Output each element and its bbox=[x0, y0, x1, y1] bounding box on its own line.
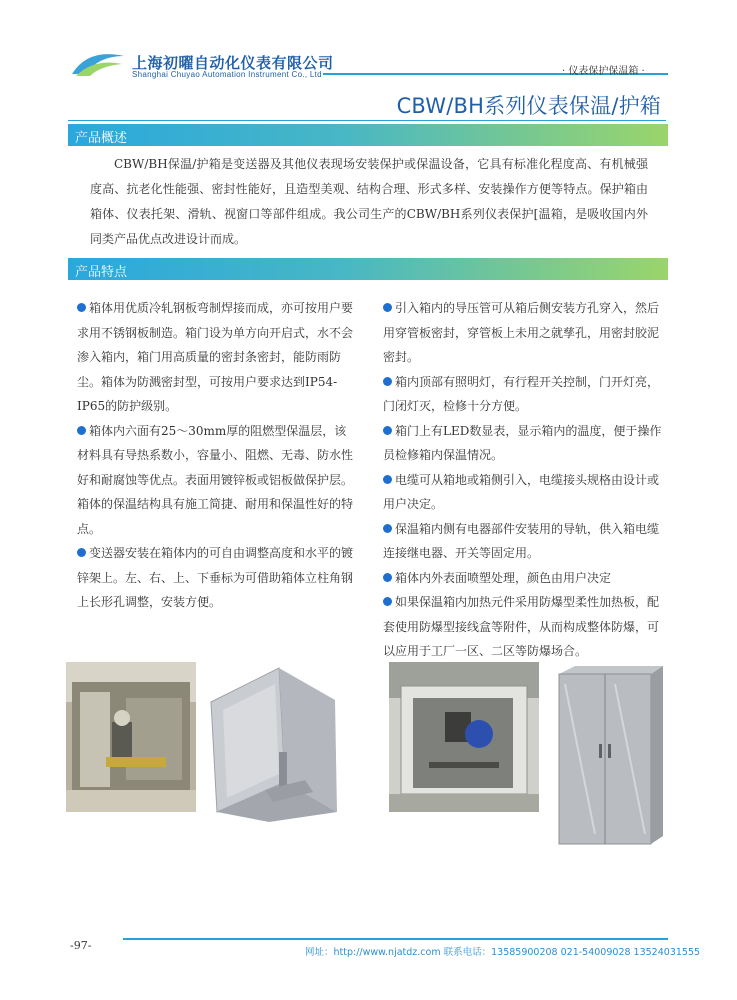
bullet-icon bbox=[383, 573, 392, 582]
bullet-icon bbox=[77, 548, 86, 557]
bullet-icon bbox=[77, 303, 86, 312]
overview-section-bar bbox=[68, 124, 668, 146]
feature-item: 电缆可从箱地或箱侧引入，电缆接头规格由设计或用户决定。 bbox=[383, 472, 660, 511]
feature-item: 保温箱内侧有电器部件安装用的导轨，供入箱电缆连接继电器、开关等固定用。 bbox=[383, 521, 660, 560]
feature-item: 箱内顶部有照明灯，有行程开关控制，门开灯亮，门闭灯灭，检修十分方便。 bbox=[383, 374, 660, 413]
bullet-icon bbox=[77, 426, 86, 435]
title-rule bbox=[68, 120, 666, 121]
footer-rule bbox=[123, 938, 668, 940]
feature-item: 引入箱内的导压管可从箱后侧安装方孔穿入，然后用穿管板密封，穿管板上未用之就孳孔，用密封胶泥密封。 bbox=[383, 301, 660, 364]
product-photo-installed bbox=[389, 662, 539, 812]
feature-item: 箱门上有LED数显表，显示箱内的温度，便于操作员检修箱内保温情况。 bbox=[383, 423, 662, 462]
product-photo-cabinet bbox=[555, 664, 665, 846]
product-photo-interior bbox=[66, 662, 196, 812]
company-name-cn: 上海初曜自动化仪表有限公司 bbox=[132, 54, 334, 72]
overview-heading: 产品概述 bbox=[75, 131, 128, 146]
page-number: -97- bbox=[70, 939, 92, 952]
feature-item: 箱体用优质冷轧钢板弯制焊接而成，亦可按用户要求用不锈钢板制造。箱门设为单方向开启式，水不会渗入箱内，箱门用高质量的密封条密封，能防雨防尘。箱体为防溅密封型，可按用户要求达到IP54-IP65的防护级别。 bbox=[77, 301, 354, 413]
bullet-icon bbox=[383, 475, 392, 484]
feature-item: 箱体内外表面喷塑处理，颜色由用户决定 bbox=[383, 566, 663, 591]
category-tag: · 仪表保护保温箱 · bbox=[562, 66, 645, 77]
feature-item: 如果保温箱内加热元件采用防爆型柔性加热板，配套使用防爆型接线盒等附件，从而构成整体防爆，可以应用于工厂一区、二区等防爆场合。 bbox=[383, 595, 660, 658]
features-section-bar bbox=[68, 258, 668, 280]
page-title: CBW/BH系列仪表保温/护箱 bbox=[396, 94, 661, 118]
logo-mark-icon bbox=[68, 46, 128, 80]
features-right-column bbox=[383, 296, 663, 664]
bullet-icon bbox=[383, 597, 392, 606]
bullet-icon bbox=[383, 524, 392, 533]
bullet-icon bbox=[383, 377, 392, 386]
features-heading: 产品特点 bbox=[75, 265, 128, 280]
bullet-icon bbox=[383, 303, 392, 312]
overview-text: CBW/BH保温/护箱是变送器及其他仪表现场安装保护或保温设备，它具有标准化程度高、有机械强度高、抗老化性能强、密封性能好，且造型美观、结构合理、形式多样、安装操作方便等特点。保护箱由箱体、仪表托架、滑轨、视窗口等部件组成。我公司生产的CBW/BH系列仪表保护[温箱，是吸收国内外同类产品优点改进设计而成。 bbox=[90, 157, 648, 246]
company-name-en: Shanghai Chuyao Automation Instrument Co., Ltd bbox=[132, 70, 322, 79]
product-photo-open-box bbox=[205, 662, 340, 822]
feature-item: 箱体内六面有25～30mm厚的阻燃型保温层，该材料具有导热系数小，容量小、阻燃、无毒、防水性好和耐腐蚀等优点。表面用镀锌板或铝板做保护层。箱体的保温结构具有施工简捷、耐用和保温性好的特点。 bbox=[77, 423, 354, 536]
features-left-column bbox=[77, 296, 355, 615]
company-logo bbox=[68, 46, 128, 80]
bullet-icon bbox=[383, 426, 392, 435]
feature-item: 变送器安装在箱体内的可自由调整高度和水平的镀锌架上。左、右、上、下垂标为可借助箱体立柱角钢上长形孔调整，安装方便。 bbox=[77, 546, 354, 609]
footer-contact: 网址：http://www.njatdz.com 联系电话：13585900208 021-54009028 13524031555 bbox=[305, 947, 701, 958]
